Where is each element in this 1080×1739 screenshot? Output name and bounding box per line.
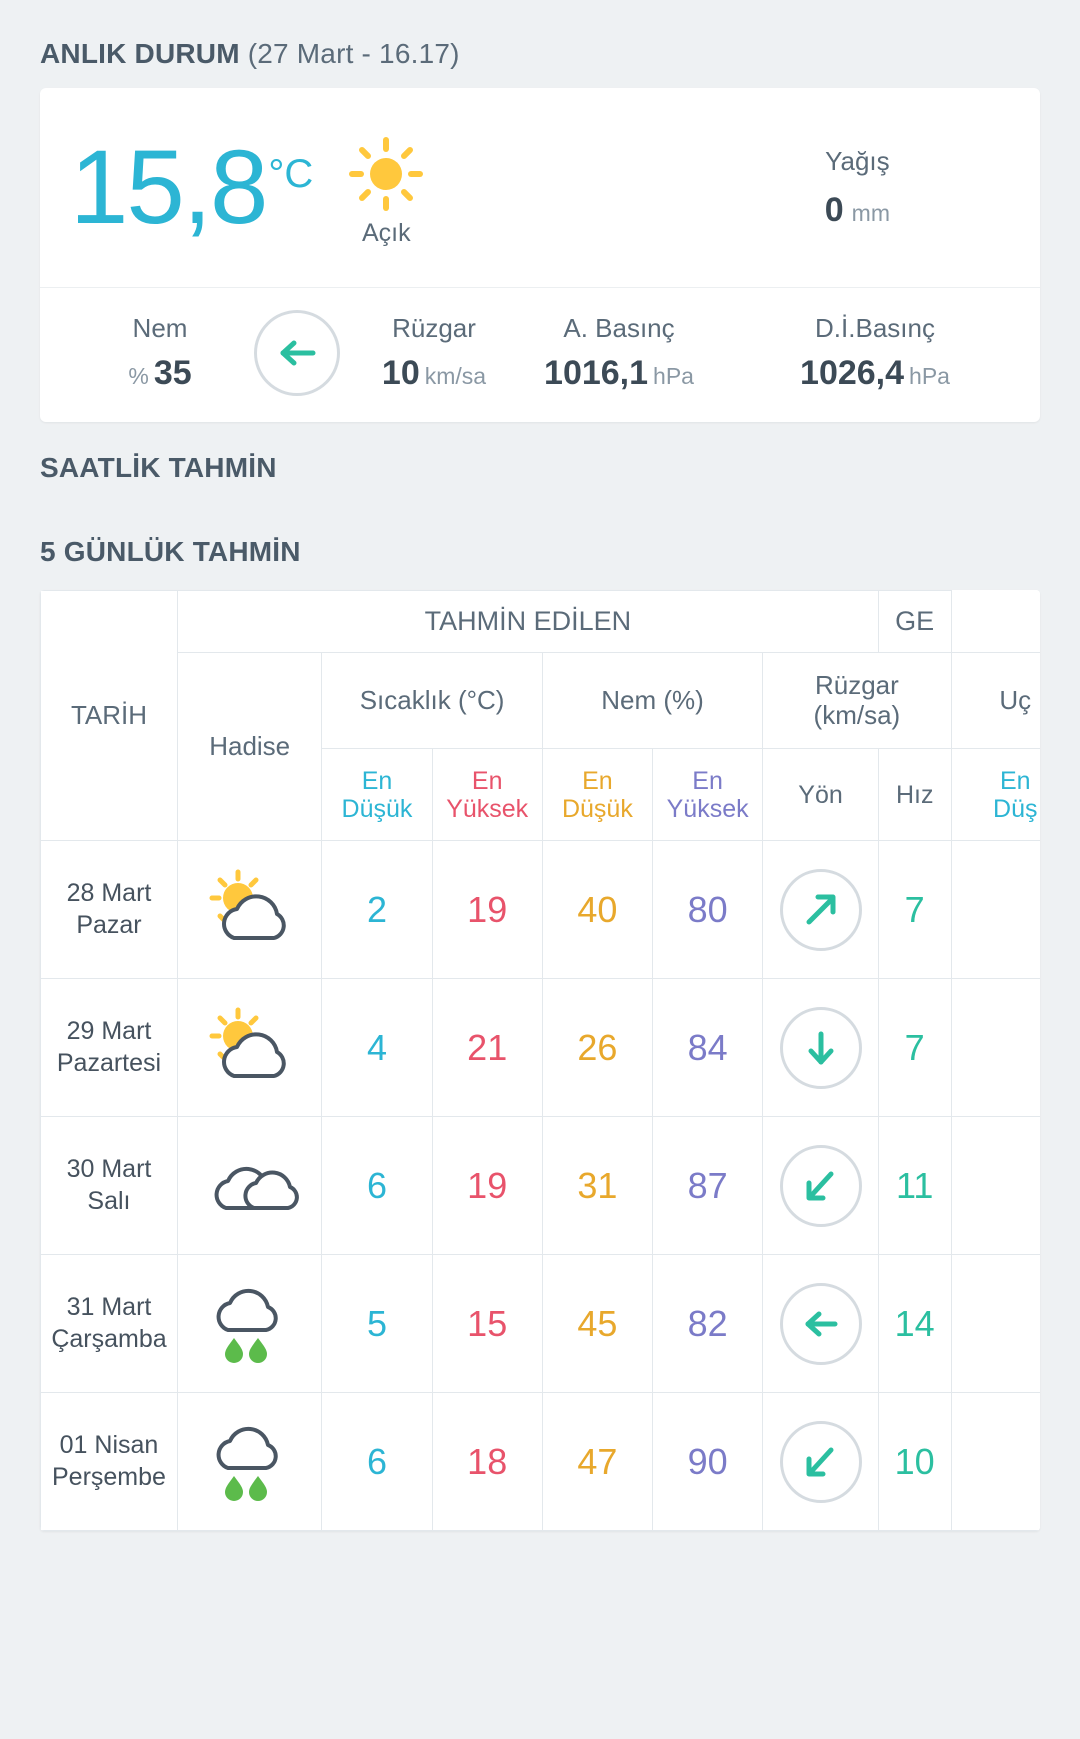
row-wind-direction-cell [763, 841, 879, 979]
header-extra-min [951, 749, 1040, 841]
row-hum-max: 87 [653, 1117, 763, 1255]
wind-value: 10 [381, 354, 420, 392]
row-date-line2: Salı [87, 1186, 131, 1215]
row-temp-min: 2 [322, 841, 432, 979]
precipitation-unit: mm [851, 199, 890, 226]
row-date [41, 1255, 178, 1393]
row-extra-cell [951, 979, 1040, 1117]
wind-label: Rüzgar [392, 313, 476, 343]
row-wind-direction-cell [763, 1117, 879, 1255]
row-hum-max: 82 [653, 1255, 763, 1393]
row-wind-speed: 10 [878, 1393, 951, 1531]
header-temp-max-line2: Yüksek [446, 794, 529, 823]
header-wind-unit: (km/sa) [813, 699, 901, 730]
row-temp-max: 18 [432, 1393, 542, 1531]
humidity-value: 35 [153, 354, 192, 392]
row-date [41, 1393, 178, 1531]
row-hum-min: 26 [542, 979, 652, 1117]
sea-level-pressure-metric [750, 313, 1000, 393]
row-temp-min: 5 [322, 1255, 432, 1393]
header-humidity: Nem (%) [542, 653, 762, 749]
header-temp-min-line2: Düşük [341, 794, 413, 823]
row-weather-cell [177, 1393, 321, 1531]
pressure-metric [514, 313, 724, 393]
row-wind-speed: 7 [878, 841, 951, 979]
precipitation-value: 0 [824, 190, 844, 229]
header-hum-min-line1: En [582, 766, 613, 795]
sea-level-pressure-label: D.İ.Basınç [815, 313, 935, 343]
header-hum-min [542, 749, 652, 841]
pressure-value-row [514, 354, 724, 393]
header-wind-label: Rüzgar [814, 669, 899, 700]
wind-unit: km/sa [424, 363, 487, 389]
header-hum-max [653, 749, 763, 841]
header-extra: Uç [951, 653, 1040, 749]
arrow-southwest-icon [763, 1421, 878, 1503]
table-row [41, 1393, 1041, 1531]
row-weather-cell [177, 1117, 321, 1255]
sun-behind-cloud-icon [178, 1006, 321, 1090]
row-hum-min: 31 [542, 1117, 652, 1255]
row-temp-max: 19 [432, 841, 542, 979]
rain-shower-icon [178, 1278, 321, 1370]
temperature-unit: °C [268, 151, 314, 196]
header-extra-min-line2: Düş [993, 794, 1038, 823]
row-hum-min: 40 [542, 841, 652, 979]
row-hum-max: 80 [653, 841, 763, 979]
header-group-forecast: TAHMİN EDİLEN [177, 591, 878, 653]
current-conditions-metrics [40, 288, 1040, 422]
table-row [41, 1255, 1041, 1393]
current-conditions-heading [40, 0, 1040, 88]
header-group-observed: GE [878, 591, 951, 653]
sea-level-pressure-value: 1026,4 [800, 354, 905, 392]
current-heading-timestamp: (27 Mart - 16.17) [247, 38, 460, 69]
precipitation-block [825, 146, 890, 230]
current-conditions-card [40, 88, 1040, 422]
row-temp-min: 6 [322, 1117, 432, 1255]
row-wind-direction-cell [763, 1393, 879, 1531]
header-temp-max [432, 749, 542, 841]
row-hum-max: 90 [653, 1393, 763, 1531]
daily-forecast-heading: 5 GÜNLÜK TAHMİN [40, 536, 301, 567]
temperature-value: 15,8 [70, 128, 267, 246]
humidity-prefix: % [128, 363, 149, 389]
row-wind-direction-cell [763, 1255, 879, 1393]
header-wind-speed: Hız [878, 749, 951, 841]
row-date-line2: Perşembe [52, 1462, 166, 1491]
row-temp-min: 4 [322, 979, 432, 1117]
row-extra-cell [951, 1117, 1040, 1255]
header-temp-max-line1: En [471, 766, 503, 795]
row-wind-speed: 7 [878, 979, 951, 1117]
current-heading-text: ANLIK DURUM [40, 38, 248, 69]
precipitation-value-row [825, 191, 890, 230]
header-temperature: Sıcaklık (°C) [322, 653, 542, 749]
wind-value-row [354, 354, 514, 393]
wind-direction-dial [254, 310, 340, 396]
table-row [41, 841, 1041, 979]
pressure-label: A. Basınç [563, 313, 675, 343]
humidity-metric [70, 313, 250, 393]
header-wind-direction: Yön [763, 749, 879, 841]
row-date-line2: Pazartesi [56, 1048, 162, 1077]
daily-forecast-table-wrapper [40, 590, 1040, 1531]
row-extra-cell [951, 1393, 1040, 1531]
row-temp-min: 6 [322, 1393, 432, 1531]
humidity-value-row [70, 354, 250, 393]
arrow-south-icon [763, 1007, 878, 1089]
header-hadise: Hadise [177, 653, 321, 841]
condition-label: Açık [361, 219, 411, 247]
sea-level-pressure-value-row [750, 354, 1000, 393]
header-date: TARİH [41, 591, 178, 841]
humidity-label: Nem [132, 313, 188, 343]
row-wind-speed: 11 [878, 1117, 951, 1255]
row-hum-max: 84 [653, 979, 763, 1117]
row-wind-speed: 14 [878, 1255, 951, 1393]
header-hum-min-line2: Düşük [561, 794, 633, 823]
arrow-northeast-icon [763, 869, 878, 951]
table-header-group-row [41, 591, 1041, 653]
row-date-line1: 30 Mart [66, 1155, 152, 1184]
sun-icon [347, 135, 425, 213]
temperature-block [70, 128, 314, 246]
row-weather-cell [177, 979, 321, 1117]
wind-metric [354, 313, 514, 393]
row-date-line1: 31 Mart [66, 1293, 152, 1322]
cloudy-icon [178, 1150, 321, 1222]
rain-shower-icon [178, 1416, 321, 1508]
row-hum-min: 45 [542, 1255, 652, 1393]
row-date-line1: 29 Mart [66, 1017, 152, 1046]
header-wind [763, 653, 951, 749]
table-header-sub-row [41, 653, 1041, 749]
row-date-line2: Pazar [76, 910, 142, 939]
arrow-southwest-icon [763, 1145, 878, 1227]
row-extra-cell [951, 1255, 1040, 1393]
precipitation-label: Yağış [825, 145, 890, 176]
header-temp-min-line1: En [361, 766, 393, 795]
row-hum-min: 47 [542, 1393, 652, 1531]
pressure-unit: hPa [653, 363, 694, 389]
sea-level-pressure-unit: hPa [909, 363, 950, 389]
row-date [41, 979, 178, 1117]
pressure-value: 1016,1 [544, 354, 649, 392]
table-row [41, 1117, 1041, 1255]
row-date-line1: 01 Nisan [59, 1431, 159, 1460]
row-wind-direction-cell [763, 979, 879, 1117]
row-date [41, 841, 178, 979]
header-extra-min-line1: En [999, 766, 1031, 795]
row-temp-max: 21 [432, 979, 542, 1117]
row-date-line2: Çarşamba [51, 1324, 167, 1353]
row-weather-cell [177, 1255, 321, 1393]
header-hum-max-line1: En [692, 766, 723, 795]
row-temp-max: 19 [432, 1117, 542, 1255]
condition-block [347, 127, 425, 248]
sun-behind-cloud-icon [178, 868, 321, 952]
row-date-line1: 28 Mart [66, 879, 152, 908]
header-temp-min [322, 749, 432, 841]
hourly-forecast-heading: SAATLİK TAHMİN [40, 452, 277, 483]
table-row [41, 979, 1041, 1117]
daily-forecast-table [40, 590, 1040, 1531]
row-date [41, 1117, 178, 1255]
arrow-west-icon [763, 1283, 878, 1365]
header-hum-max-line2: Yüksek [666, 794, 749, 823]
row-extra-cell [951, 841, 1040, 979]
row-weather-cell [177, 841, 321, 979]
row-temp-max: 15 [432, 1255, 542, 1393]
daily-forecast-body [41, 841, 1041, 1531]
current-conditions-main [40, 88, 1040, 288]
wind-direction-arrow-west-icon [254, 310, 340, 396]
